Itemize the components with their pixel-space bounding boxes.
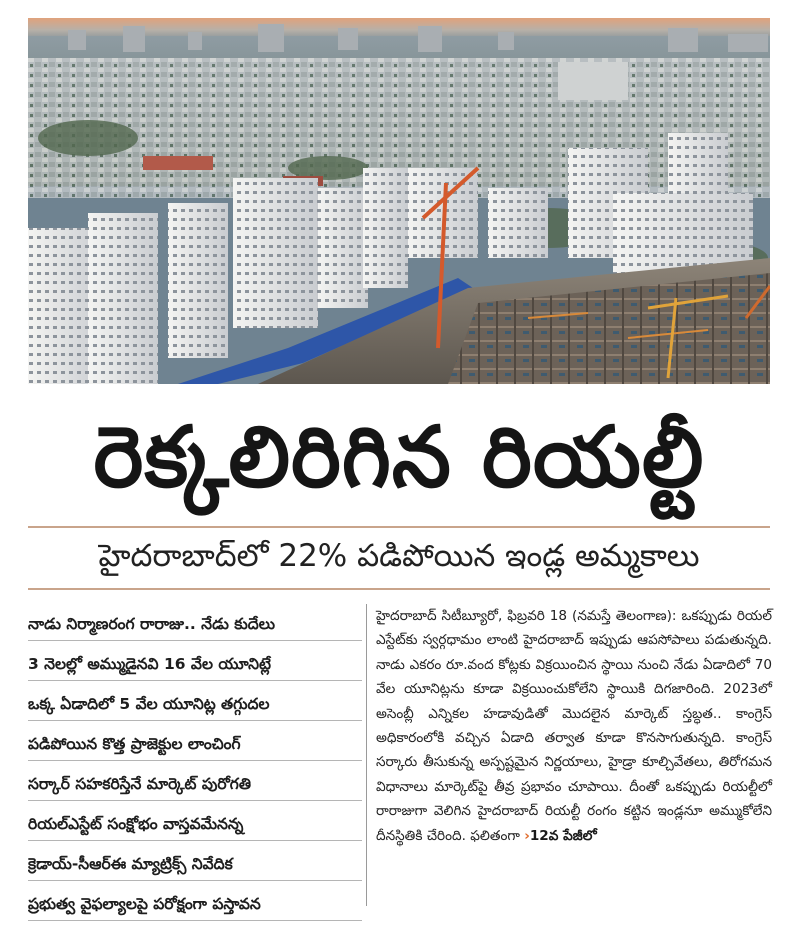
highlight-item: పడిపోయిన కొత్త ప్రాజెక్టుల లాంచింగ్	[28, 728, 362, 761]
headline: రెక్కలిరిగిన రియల్టీ	[93, 408, 705, 506]
highlight-item: నాడు నిర్మాణరంగ రారాజు.. నేడు కుదేలు	[28, 608, 362, 641]
continued-arrow-icon: ›	[524, 827, 530, 844]
highlight-item: రియల్ఎస్టేట్ సంక్షోభం వాస్తవమేనన్న	[28, 808, 362, 841]
article-body	[376, 604, 772, 848]
article-photo	[28, 18, 770, 384]
highlight-item: సర్కార్ సహకరిస్తేనే మార్కెట్ పురోగతి	[28, 768, 362, 801]
body-paragraph: హైదరాబాద్ సిటీబ్యూరో, ఫిబ్రవరి 18 (నమస్తే తెలంగాణ): ఒకప్పుడు రియల్ ఎస్టేట్‌కు స్వర్గధామం లాంటి హైదరాబాద్ ఇప్పుడు ఆపసోపాలు పడుతున్నది. నాడు ఎకరం రూ.వంద కోట్లకు విక్రయించిన స్థాయి నుంచి నేడు ఏడాదిలో 70 వేల యూనిట్లను కూడా విక్రయించుకోలేని స్థాయికి దిగజారింది. 2023లో అసెంబ్లీ ఎన్నికల హడావుడితో మొదలైన మార్కెట్ స్తబ్ధత.. కాంగ్రెస్ అధికారంలోకి వచ్చిన ఏడాది తర్వాత కూడా కొనసాగుతున్నది. కాంగ్రెస్ సర్కారు తీసుకున్న అస్పష్టమైన నిర్ణయాలు, హైడ్రా కూల్చివేతలు, తిరోగమన విధానాలు మార్కెట్‌పై తీవ్ర ప్రభావం చూపాయి. దీంతో ఒకప్పుడు రియల్టీలో రారాజుగా వెలిగిన హైదరాబాద్ రియల్టీ రంగం కట్టిన ఇండ్లనూ అమ్ముకోలేని దీనస్థితికి చేరింది. ఫలితంగా	[376, 608, 772, 844]
continued-reference[interactable]	[524, 828, 597, 844]
highlights-list	[28, 608, 362, 928]
continued-label: 12వ పేజీలో	[529, 827, 597, 844]
highlight-item: క్రెడాయ్-సీఆర్ఈ మ్యాట్రిక్స్ నివేదిక	[28, 848, 362, 881]
highlight-item: 3 నెలల్లో అమ్ముడైనవి 16 వేల యూనిట్లే	[28, 648, 362, 681]
highlight-item: ప్రభుత్వ వైఫల్యాలపై పరోక్షంగా పస్తావన	[28, 888, 362, 921]
column-divider	[366, 604, 367, 906]
highlight-item: ఒక్క ఏడాదిలో 5 వేల యూనిట్ల తగ్గుదల	[28, 688, 362, 721]
subheadline: హైదరాబాద్‌లో 22% పడిపోయిన ఇండ్ల అమ్మకాలు	[98, 538, 700, 574]
subheadline-rule-bottom	[28, 588, 770, 590]
